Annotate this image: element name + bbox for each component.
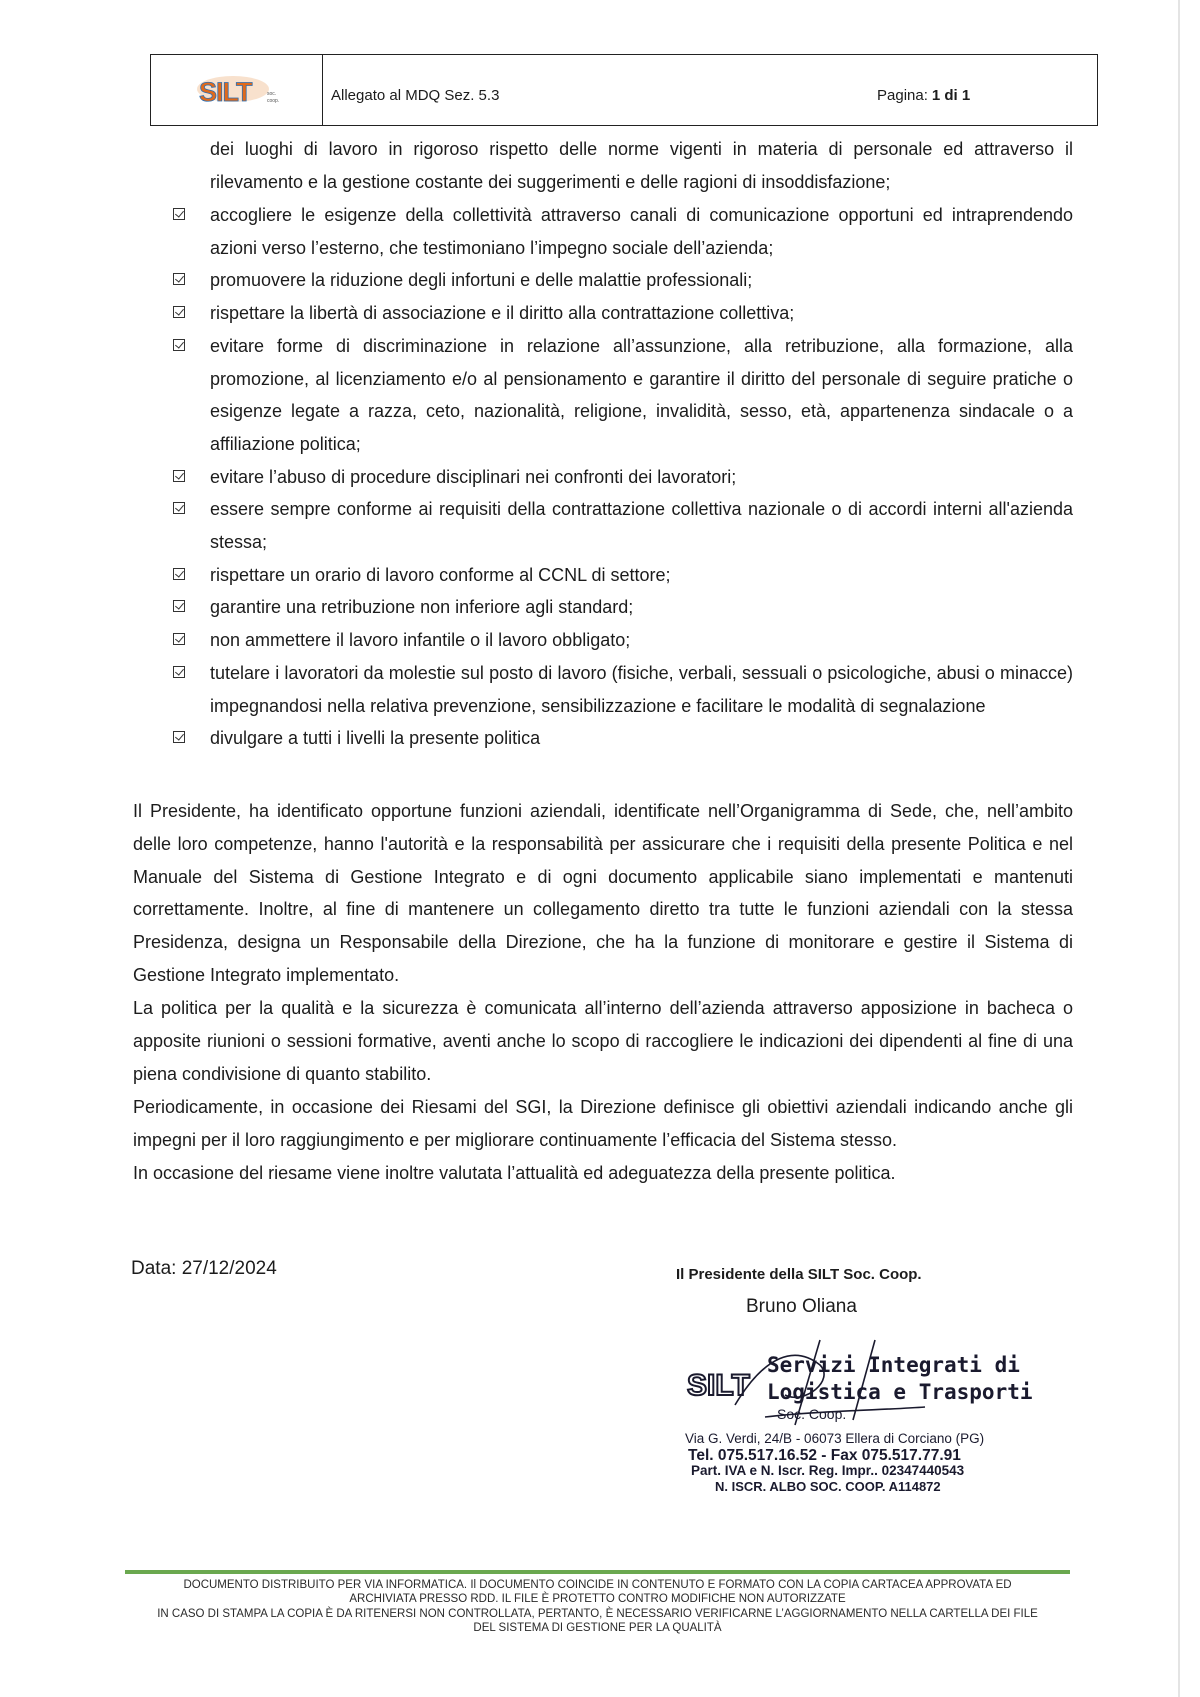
- list-item: [173, 657, 1073, 722]
- policy-commitments-list: [173, 199, 1073, 755]
- stamp-name-line-a: Servizi Integrati di: [767, 1353, 1020, 1377]
- list-item: [173, 199, 1073, 264]
- checkbox-checked-icon: [173, 306, 185, 318]
- list-item: [173, 297, 1073, 330]
- paragraph-review-assessment: In occasione del riesame viene inoltre valutata l’attualità ed adeguatezza della presente politica.: [133, 1163, 896, 1183]
- page-header: [150, 54, 1098, 126]
- checkbox-checked-icon: [173, 208, 185, 220]
- svg-text:soc.: soc.: [267, 91, 277, 97]
- checkbox-checked-icon: [173, 633, 185, 645]
- stamp-name-line-b: Logistica e Trasporti: [767, 1380, 1033, 1404]
- list-item-text: rispettare un orario di lavoro conforme al CCNL di settore;: [210, 564, 671, 585]
- company-stamp: [685, 1335, 1033, 1494]
- paragraph-communication: La politica per la qualità e la sicurezza è comunicata all’interno dell’azienda attraverso apposizione in bacheca o apposite riunioni o sessioni formative, aventi anche lo scopo di raccogliere le indicazioni dei dipendenti al fine di una piena condivisione di quanto stabilito.: [133, 998, 1073, 1084]
- checkbox-checked-icon: [173, 502, 185, 514]
- stamp-name-line-c: Soc. Coop.: [777, 1406, 847, 1422]
- list-item-text: promuovere la riduzione degli infortuni e delle malattie professionali;: [210, 270, 753, 291]
- footer-disclaimer: [120, 1578, 1075, 1636]
- paragraph-periodic-review: Periodicamente, in occasione dei Riesami del SGI, la Direzione definisce gli obiettivi aziendali indicando anche gli impegni per il loro raggiungimento e per migliorare continuamente l’efficacia del Sistema stesso.: [133, 1097, 1073, 1150]
- stamp-albo: N. ISCR. ALBO SOC. COOP. A114872: [715, 1479, 941, 1494]
- list-item: [173, 461, 1073, 494]
- stamp-phone: Tel. 075.517.16.52 - Fax 075.517.77.91: [688, 1447, 961, 1464]
- list-item-text: evitare forme di discriminazione in relazione all’assunzione, alla retribuzione, alla formazione, alla promozione, al licenziamento e/o al pensionamento e garantire il diritto del personale di seguire pratiche o esigenze legate a razza, ceto, nazionalità, religione, invalidità, sesso, età, appartenenza sindacale o a affiliazione politica;: [210, 335, 1073, 454]
- footer-rule: [125, 1570, 1070, 1574]
- stamp-vat: Part. IVA e N. Iscr. Reg. Impr.. 02347440543: [691, 1463, 965, 1478]
- signatory-name: Bruno Oliana: [746, 1296, 857, 1317]
- list-item: [173, 722, 1073, 755]
- signatory-title: Il Presidente della SILT Soc. Coop.: [676, 1266, 922, 1283]
- svg-text:coop.: coop.: [267, 98, 280, 104]
- list-item: [173, 264, 1073, 297]
- list-item: [173, 330, 1073, 461]
- checkbox-checked-icon: [173, 600, 185, 612]
- list-item: [173, 493, 1073, 558]
- list-item: [173, 591, 1073, 624]
- list-item-text: essere sempre conforme ai requisiti della contrattazione collettiva nazionale o di accordi interni all'azienda stessa;: [210, 499, 1073, 553]
- checkbox-checked-icon: [173, 470, 185, 482]
- checkbox-checked-icon: [173, 731, 185, 743]
- list-item-text: garantire una retribuzione non inferiore agli standard;: [210, 597, 634, 618]
- footer-line-2: ARCHIVIATA PRESSO RDD. IL FILE È PROTETTO CONTRO MODIFICHE NON AUTORIZZATE: [349, 1593, 846, 1606]
- footer-line-4: DEL SISTEMA DI GESTIONE PER LA QUALITÀ: [473, 1622, 722, 1635]
- header-logo-cell: [151, 55, 323, 125]
- checkbox-checked-icon: [173, 273, 185, 285]
- intro-line-1: dei luoghi di lavoro in rigoroso rispetto delle norme vigenti in materia di personale ed attraverso il: [210, 139, 1073, 159]
- svg-text:SILT: SILT: [199, 77, 252, 107]
- stamp-address: Via G. Verdi, 24/B - 06073 Ellera di Corciano (PG): [685, 1431, 985, 1446]
- list-item-text: evitare l’abuso di procedure disciplinari nei confronti dei lavoratori;: [210, 466, 737, 487]
- list-item-text: accogliere le esigenze della collettività attraverso canali di comunicazione opportuni ed intraprendendo azioni verso l’esterno, che testimoniano l’impegno sociale dell’azienda;: [210, 205, 1073, 258]
- footer-line-1: DOCUMENTO DISTRIBUITO PER VIA INFORMATICA. Il DOCUMENTO COINCIDE IN CONTENUTO E FORMATO CON LA COPIA CARTACEA APPROVATA ED: [183, 1579, 1012, 1591]
- page-value: 1 di 1: [931, 86, 971, 104]
- page-indicator: [877, 55, 1097, 125]
- list-item-text: tutelare i lavoratori da molestie sul posto di lavoro (fisiche, verbali, sessuali o psicologiche, abusi o minacce) impegnandosi nella relativa prevenzione, sensibilizzazione e facilitare le modalità di segnalazione: [210, 662, 1073, 716]
- document-reference: Allegato al MDQ Sez. 5.3: [331, 86, 500, 104]
- footer-line-3: IN CASO DI STAMPA LA COPIA È DA RITENERSI NON CONTROLLATA, PERTANTO, È NECESSARIO VERIFICARNE L’AGGIORNAMENTO NELLA CARTELLA DEI FILE: [157, 1607, 1038, 1620]
- list-item: [173, 559, 1073, 592]
- list-item-text: rispettare la libertà di associazione e il diritto alla contrattazione collettiva;: [210, 303, 795, 324]
- document-date: Data: 27/12/2024: [131, 1258, 277, 1279]
- page-label: Pagina:: [877, 86, 928, 104]
- list-item-text: divulgare a tutti i livelli la presente politica: [210, 728, 541, 749]
- paragraph-president-functions: Il Presidente, ha identificato opportune funzioni aziendali, identificate nell’Organigramma di Sede, che, nell’ambito delle loro competenze, hanno l'autorità e la responsabilità per assicurare che i requisiti della presente Politica e nel Manuale del Sistema di Gestione Integrato e di ogni documento applicabile siano implementati e mantenuti correttamente. Inoltre, al fine di mantenere un collegamento diretto tra tutte le funzioni aziendali con la stessa Presidenza, designa un Responsabile della Direzione, che ha la funzione di monitorare e gestire il Sistema di Gestione Integrato implementato.: [133, 801, 1073, 985]
- list-item-text: non ammettere il lavoro infantile o il lavoro obbligato;: [210, 630, 631, 651]
- checkbox-checked-icon: [173, 568, 185, 580]
- checkbox-checked-icon: [173, 339, 185, 351]
- svg-text:SILT: SILT: [687, 1369, 750, 1402]
- scan-edge: [1178, 0, 1180, 1697]
- checkbox-checked-icon: [173, 666, 185, 678]
- silt-logo-icon: [195, 75, 285, 109]
- intro-line-2: rilevamento e la gestione costante dei suggerimenti e delle ragioni di insoddisfazione;: [210, 172, 891, 192]
- list-item: [173, 624, 1073, 657]
